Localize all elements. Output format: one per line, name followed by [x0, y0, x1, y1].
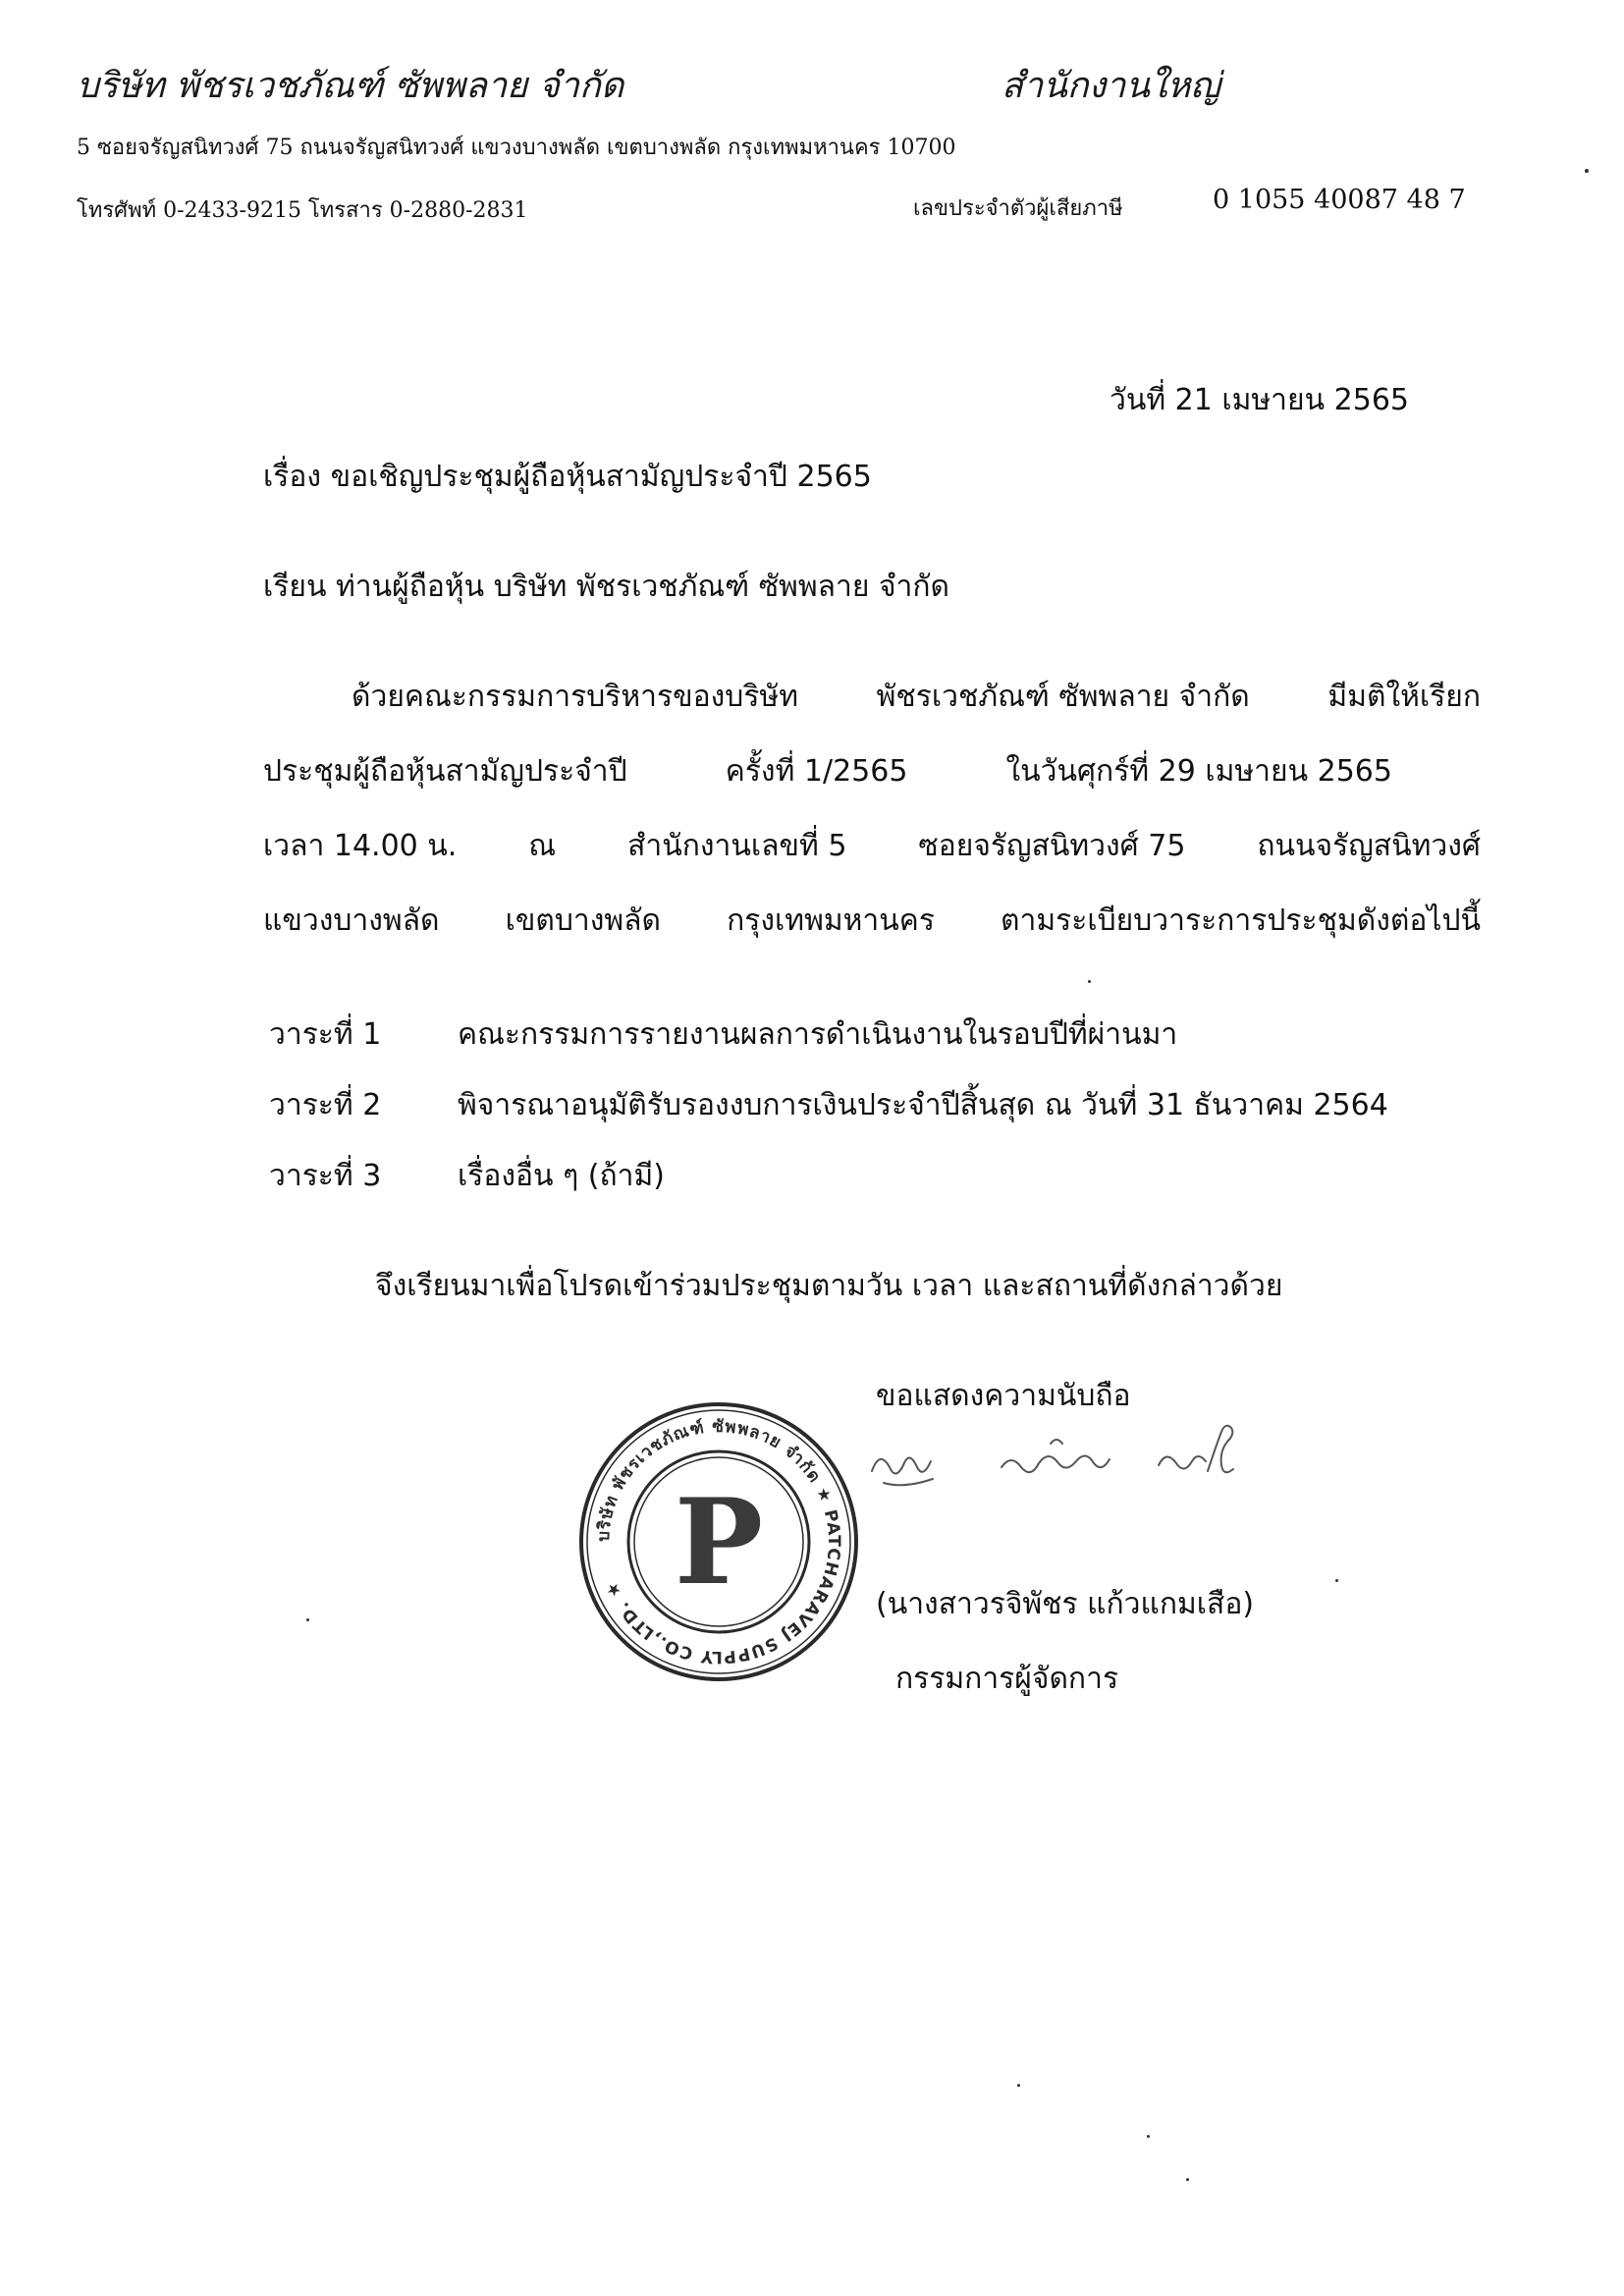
- paragraph-line-3: [263, 823, 1481, 869]
- scan-speck: [1585, 169, 1589, 173]
- letter-subject: เรื่อง ขอเชิญประชุมผู้ถือหุ้นสามัญประจำปี 2565: [263, 460, 872, 494]
- paragraph-segment: พัชรเวชภัณฑ์ ซัพพลาย จำกัด: [876, 680, 1250, 714]
- paragraph-segment: เขตบางพลัด: [505, 903, 662, 938]
- paragraph-line-1: [352, 674, 1481, 720]
- closing-line: จึงเรียนมาเพื่อโปรดเข้าร่วมประชุมตามวัน เวลา และสถานที่ดังกล่าวด้วย: [375, 1269, 1283, 1303]
- office-label: สำนักงานใหญ่: [1001, 66, 1220, 106]
- paragraph-segment: ถนนจรัญสนิทวงศ์: [1257, 829, 1481, 863]
- company-address: 5 ซอยจรัญสนิทวงศ์ 75 ถนนจรัญสนิทวงศ์ แขวงบางพลัด เขตบางพลัด กรุงเทพมหานคร 10700: [77, 136, 956, 160]
- handwritten-signature: [864, 1414, 1276, 1503]
- svg-text:P: P: [674, 1473, 764, 1612]
- paragraph-segment: ซอยจรัญสนิทวงศ์ 75: [918, 829, 1186, 863]
- paragraph-segment: สำนักงานเลขที่ 5: [627, 829, 847, 863]
- agenda-item-2-label: วาระที่ 2: [269, 1088, 382, 1122]
- agenda-item-1-label: วาระที่ 1: [269, 1017, 382, 1052]
- agenda-item-3-text: เรื่องอื่น ๆ (ถ้ามี): [458, 1159, 665, 1193]
- paragraph-segment: ด้วยคณะกรรมการบริหารของบริษัท: [352, 680, 798, 714]
- paragraph-segment: ครั้งที่ 1/2565: [725, 754, 908, 789]
- scan-speck: [1017, 2084, 1020, 2087]
- paragraph-segment: เวลา 14.00 น.: [263, 829, 458, 863]
- company-phone-fax: โทรศัพท์ 0-2433-9215 โทรสาร 0-2880-2831: [77, 198, 528, 223]
- paragraph-line-4: [263, 898, 1481, 944]
- letter-recipient: เรียน ท่านผู้ถือหุ้น บริษัท พัชรเวชภัณฑ์ ซัพพลาย จำกัด: [263, 570, 950, 604]
- company-seal-stamp: [571, 1394, 866, 1689]
- paragraph-segment: แขวงบางพลัด: [263, 903, 440, 938]
- scan-speck: [1088, 980, 1091, 983]
- tax-id: 0 1055 40087 48 7: [1213, 185, 1466, 215]
- scan-speck: [1335, 1579, 1338, 1582]
- agenda-item-2-text: พิจารณาอนุมัติรับรองงบการเงินประจำปีสิ้นสุด ณ วันที่ 31 ธันวาคม 2564: [458, 1088, 1388, 1122]
- svg-text:บริษัท พัชรเวชภัณฑ์ ซัพพลาย จำ: บริษัท พัชรเวชภัณฑ์ ซัพพลาย จำกัด ★ PATCHARAVEJ SUPPLY CO.,LTD. ★: [593, 1416, 844, 1667]
- paragraph-segment: กรุงเทพมหานคร: [727, 903, 935, 938]
- letter-date: วันที่ 21 เมษายน 2565: [1110, 383, 1409, 417]
- signer-title: กรรมการผู้จัดการ: [895, 1662, 1119, 1696]
- paragraph-segment: ณ: [528, 829, 557, 863]
- scan-speck: [1147, 2135, 1150, 2138]
- paragraph-segment: ตามระเบียบวาระการประชุมดังต่อไปนี้: [1001, 903, 1481, 938]
- tax-id-label: เลขประจำตัวผู้เสียภาษี: [913, 196, 1123, 221]
- regards-line: ขอแสดงความนับถือ: [876, 1379, 1131, 1413]
- scan-speck: [1186, 2178, 1189, 2181]
- agenda-item-3-label: วาระที่ 3: [269, 1159, 382, 1193]
- company-name: บริษัท พัชรเวชภัณฑ์ ซัพพลาย จำกัด: [77, 66, 624, 106]
- paragraph-segment: มีมติให้เรียก: [1327, 680, 1481, 714]
- paragraph-segment: ประชุมผู้ถือหุ้นสามัญประจำปี: [263, 754, 627, 789]
- scan-speck: [306, 1618, 309, 1621]
- paragraph-segment: ในวันศุกร์ที่ 29 เมษายน 2565: [1005, 754, 1392, 789]
- agenda-item-1-text: คณะกรรมการรายงานผลการดำเนินงานในรอบปีที่ผ่านมา: [458, 1017, 1178, 1052]
- paragraph-line-2: [263, 748, 1392, 794]
- signer-name: (นางสาวรจิพัชร แก้วแกมเสือ): [876, 1587, 1255, 1621]
